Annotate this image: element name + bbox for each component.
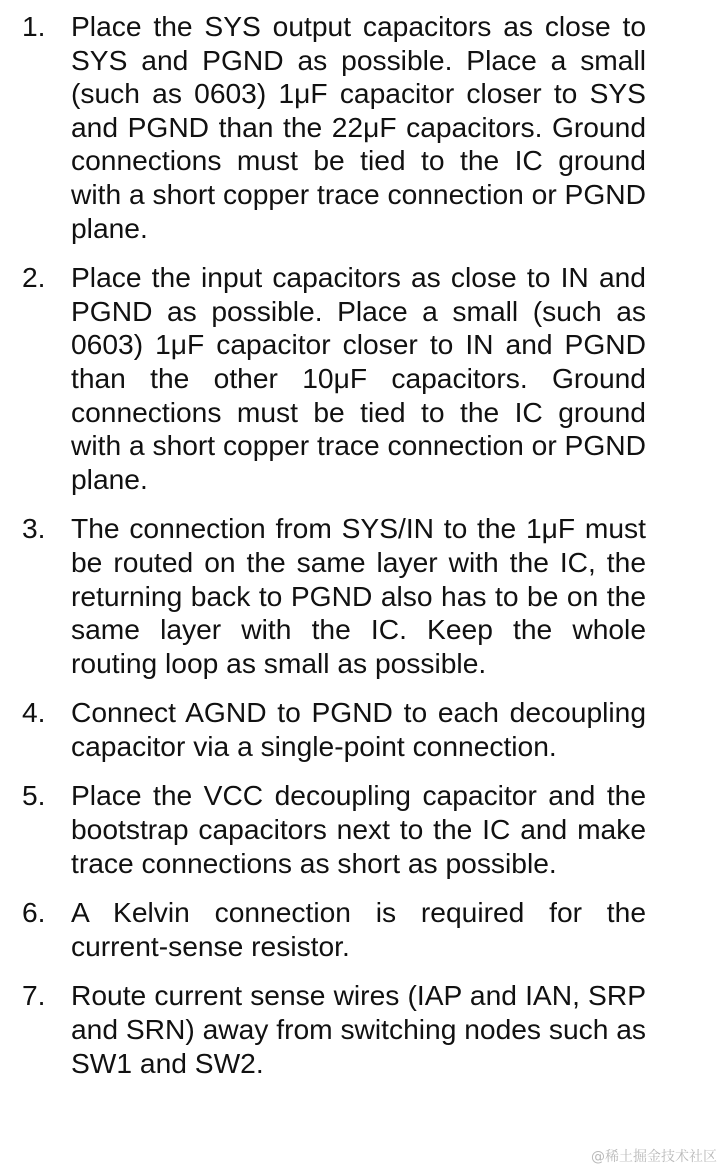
list-item [22,979,646,1080]
list-item-number: 1. [22,10,46,42]
list-item-number: 5. [22,779,46,812]
list-item [22,10,646,245]
list-item-text: Route current sense wires (IAP and IAN, SRP and SRN) away from switching nodes such as SW1 and SW2. [71,979,646,1079]
list-item-number: 4. [22,696,46,729]
guidelines-list [22,10,646,1096]
list-item-text: Connect AGND to PGND to each decoupling capacitor via a single-point connection. [71,696,646,762]
list-item-text: A Kelvin connection is required for the current-sense resistor. [71,896,646,962]
list-item-text: Place the SYS output capacitors as close to SYS and PGND as possible. Place a small (such as 0603) 1μF capacitor closer to SYS and PGND than the 22μF capacitors. Ground connections must be tied to the IC ground with a short copper trace connection or PGND plane. [71,10,646,244]
watermark: @稀土掘金技术社区 [591,1149,717,1165]
list-item [22,779,646,880]
list-item [22,896,646,963]
list-item [22,512,646,680]
list-item-number: 7. [22,979,46,1012]
list-item-number: 3. [22,512,46,545]
list-item-text: The connection from SYS/IN to the 1μF must be routed on the same layer with the IC, the returning back to PGND also has to be on the same layer with the IC. Keep the whole routing loop as small as possible. [71,512,646,679]
list-item-number: 6. [22,896,46,929]
list-item-text: Place the VCC decoupling capacitor and the bootstrap capacitors next to the IC and make trace connections as short as possible. [71,779,646,879]
list-item [22,696,646,763]
list-item [22,261,646,496]
list-item-number: 2. [22,261,46,294]
list-item-text: Place the input capacitors as close to IN and PGND as possible. Place a small (such as 0603) 1μF capacitor closer to IN and PGND than the other 10μF capacitors. Ground connections must be tied to the IC ground with a short copper trace connection or PGND plane. [71,261,646,495]
